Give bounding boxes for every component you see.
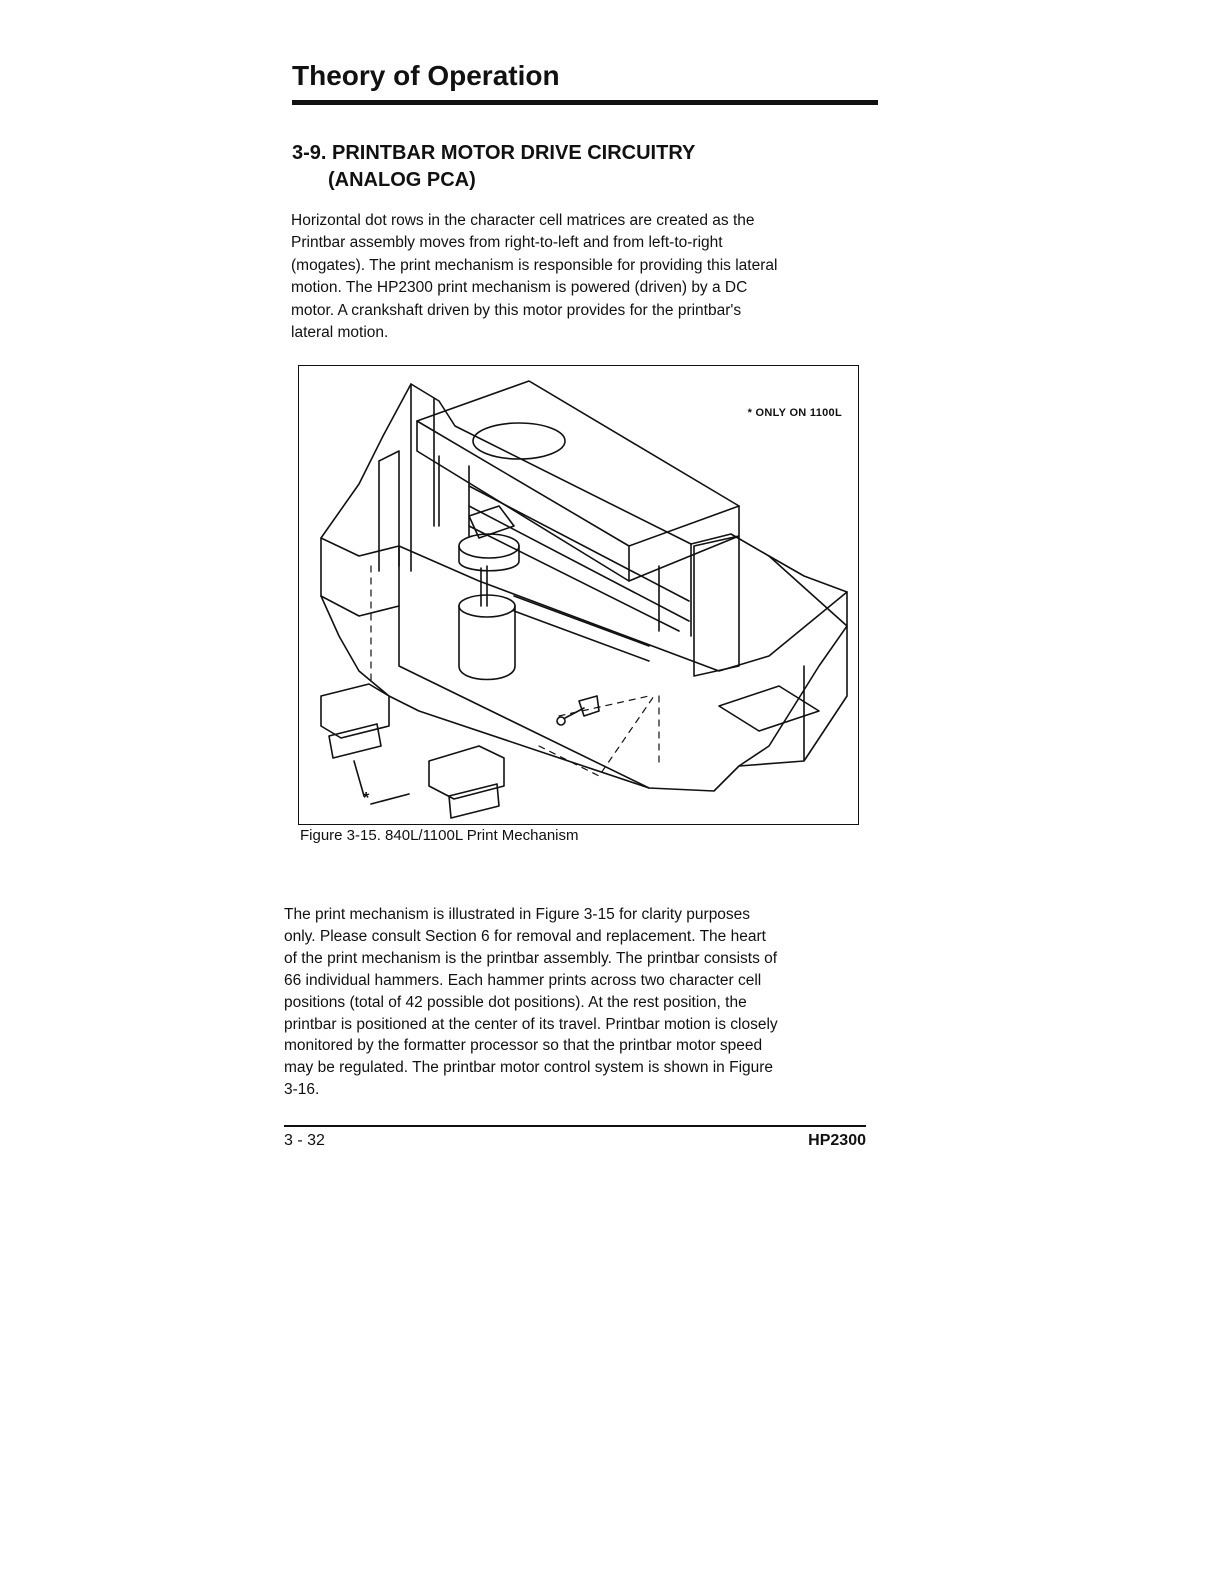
footer-rule bbox=[284, 1125, 866, 1127]
section-heading-line2: (ANALOG PCA) bbox=[328, 169, 476, 191]
intro-paragraph: Horizontal dot rows in the character cell matrices are created as the Printbar assembly moves from right-to-left and from left-to-right (mogates). The print mechanism is responsible for providing this lateral motion. The HP2300 print mechanism is powered (driven) by a DC motor. A crankshaft driven by this motor provides for the printbar's lateral motion. bbox=[291, 212, 778, 342]
figure-caption: Figure 3-15. 840L/1100L Print Mechanism bbox=[300, 827, 579, 844]
figure-asterisk-callout: * bbox=[363, 790, 370, 807]
header-rule bbox=[292, 100, 878, 105]
section-heading bbox=[292, 140, 695, 194]
figure-note: * ONLY ON 1100L bbox=[747, 407, 842, 419]
figure-print-mechanism bbox=[298, 365, 859, 825]
footer-model-name: HP2300 bbox=[808, 1132, 866, 1149]
page-header-title: Theory of Operation bbox=[292, 60, 560, 91]
body-paragraph: The print mechanism is illustrated in Figure 3-15 for clarity purposes only. Please consult Section 6 for removal and replacement. The heart of the print mechanism is the printbar assembly. The printbar consists of 66 individual hammers. Each hammer prints across two character cell positions (total of 42 possible dot positions). At the rest position, the printbar is positioned at the center of its travel. Printbar motion is closely monitored by the formatter processor so that the printbar motor speed may be regulated. The printbar motor control system is shown in Figure 3-16. bbox=[284, 906, 778, 1099]
print-mechanism-illustration bbox=[299, 366, 857, 823]
section-heading-line1: 3-9. PRINTBAR MOTOR DRIVE CIRCUITRY bbox=[292, 142, 696, 164]
footer-page-number: 3 - 32 bbox=[284, 1132, 325, 1149]
